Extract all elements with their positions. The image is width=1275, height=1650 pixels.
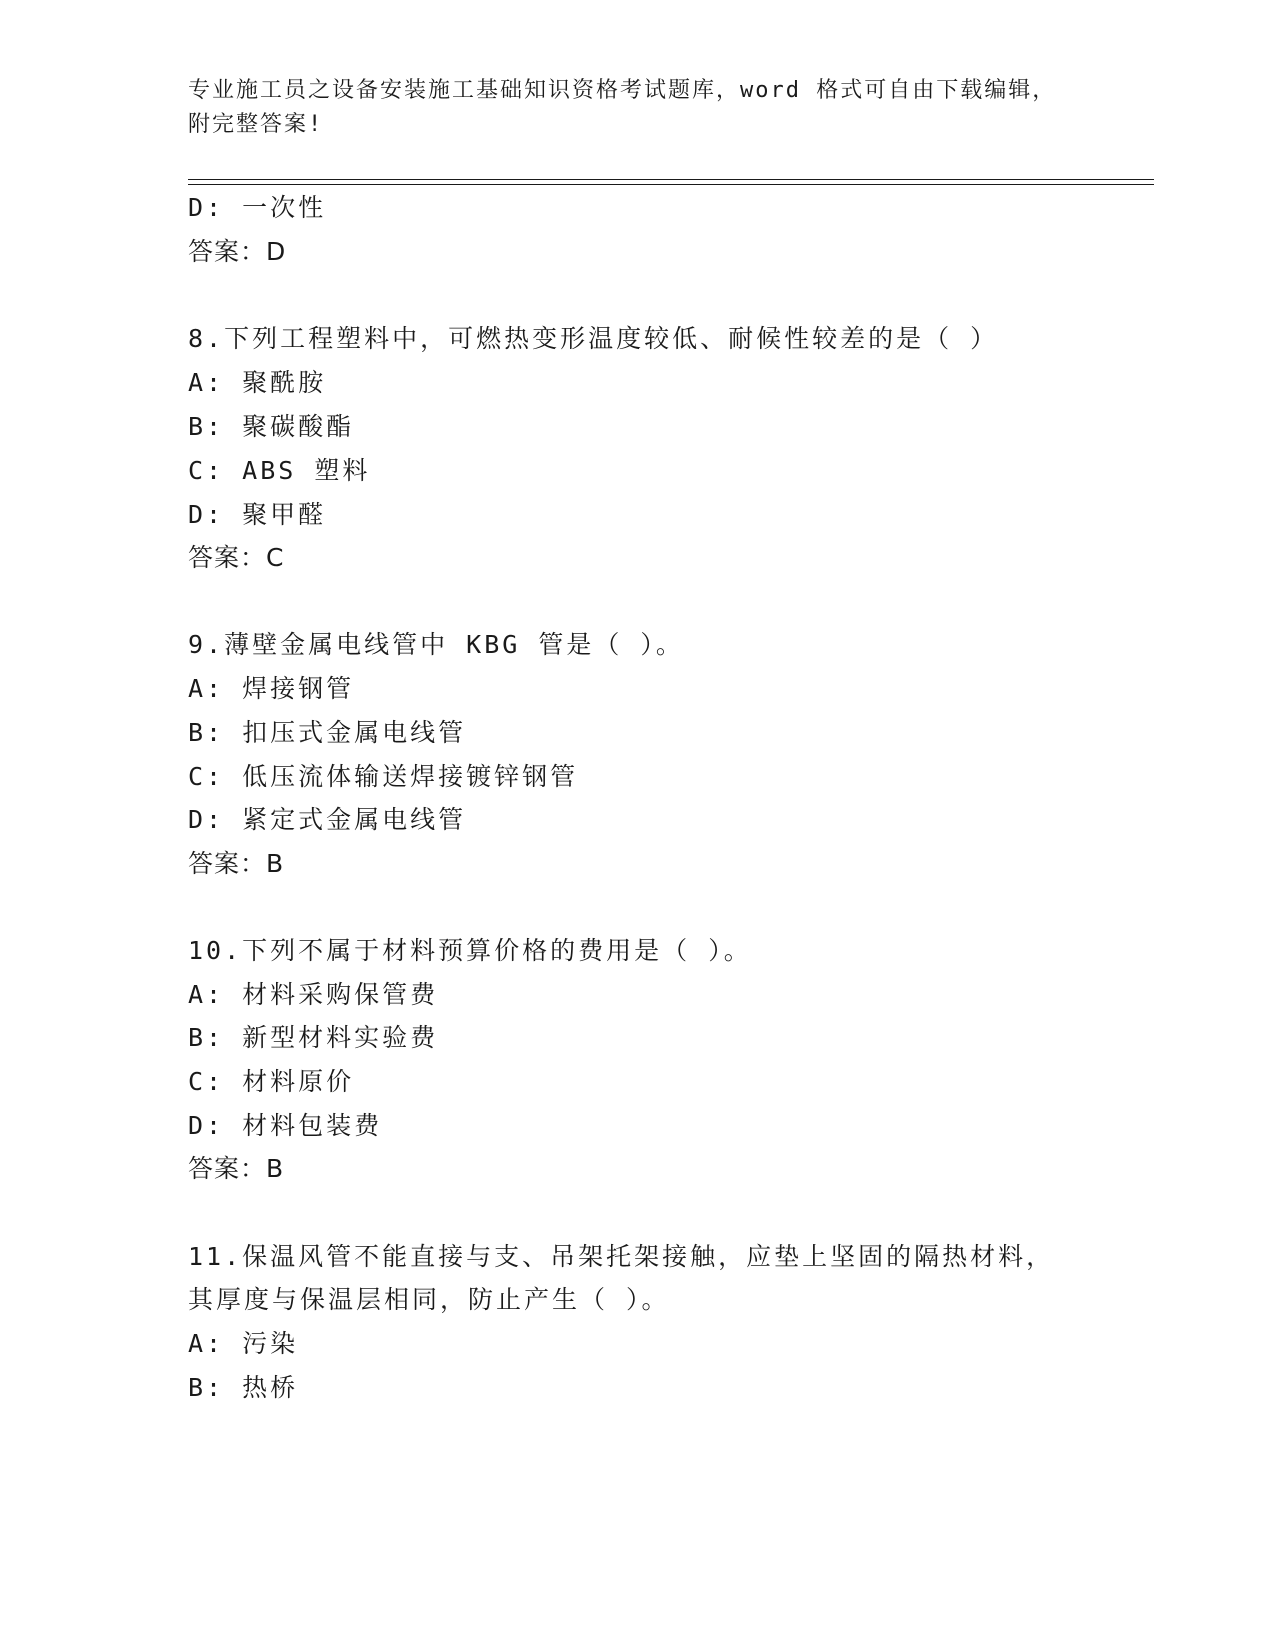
q11-option-a: A: 污染 <box>188 1329 299 1358</box>
prev-option-d: D: 一次性 <box>188 193 327 222</box>
document-header <box>188 74 1088 142</box>
q11-option-b: B: 热桥 <box>188 1373 299 1402</box>
q8-answer: 答案：C <box>188 543 285 572</box>
q9-question: 9.薄壁金属电线管中 KBG 管是（ ）。 <box>188 630 684 659</box>
header-divider-top <box>188 179 1154 180</box>
header-line-2: 附完整答案! <box>188 112 324 137</box>
q10-answer: 答案：B <box>188 1154 285 1183</box>
q11-question-line-1: 11.保温风管不能直接与支、吊架托架接触，应垫上坚固的隔热材料， <box>188 1242 1055 1271</box>
header-divider-bottom <box>188 184 1154 185</box>
q10-option-d: D: 材料包装费 <box>188 1111 383 1140</box>
q10-option-a: A: 材料采购保管费 <box>188 980 439 1009</box>
q8-option-a: A: 聚酰胺 <box>188 368 327 397</box>
q8-question: 8.下列工程塑料中，可燃热变形温度较低、耐候性较差的是（ ） <box>188 324 999 353</box>
q10-question: 10.下列不属于材料预算价格的费用是（ ）。 <box>188 936 752 965</box>
q9-option-a: A: 焊接钢管 <box>188 674 355 703</box>
q9-answer: 答案：B <box>188 849 285 878</box>
q11-question-line-2: 其厚度与保温层相同，防止产生（ ）。 <box>188 1285 670 1314</box>
q8-option-c: C: ABS 塑料 <box>188 456 371 485</box>
q10-option-b: B: 新型材料实验费 <box>188 1023 439 1052</box>
q9-option-d: D: 紧定式金属电线管 <box>188 805 467 834</box>
q10-option-c: C: 材料原价 <box>188 1067 355 1096</box>
q8-option-b: B: 聚碳酸酯 <box>188 412 355 441</box>
q9-option-c: C: 低压流体输送焊接镀锌钢管 <box>188 762 579 791</box>
header-line-1: 专业施工员之设备安装施工基础知识资格考试题库，word 格式可自由下载编辑， <box>188 78 1057 103</box>
q9-option-b: B: 扣压式金属电线管 <box>188 718 467 747</box>
q8-option-d: D: 聚甲醛 <box>188 500 327 529</box>
prev-answer: 答案：D <box>188 237 287 266</box>
